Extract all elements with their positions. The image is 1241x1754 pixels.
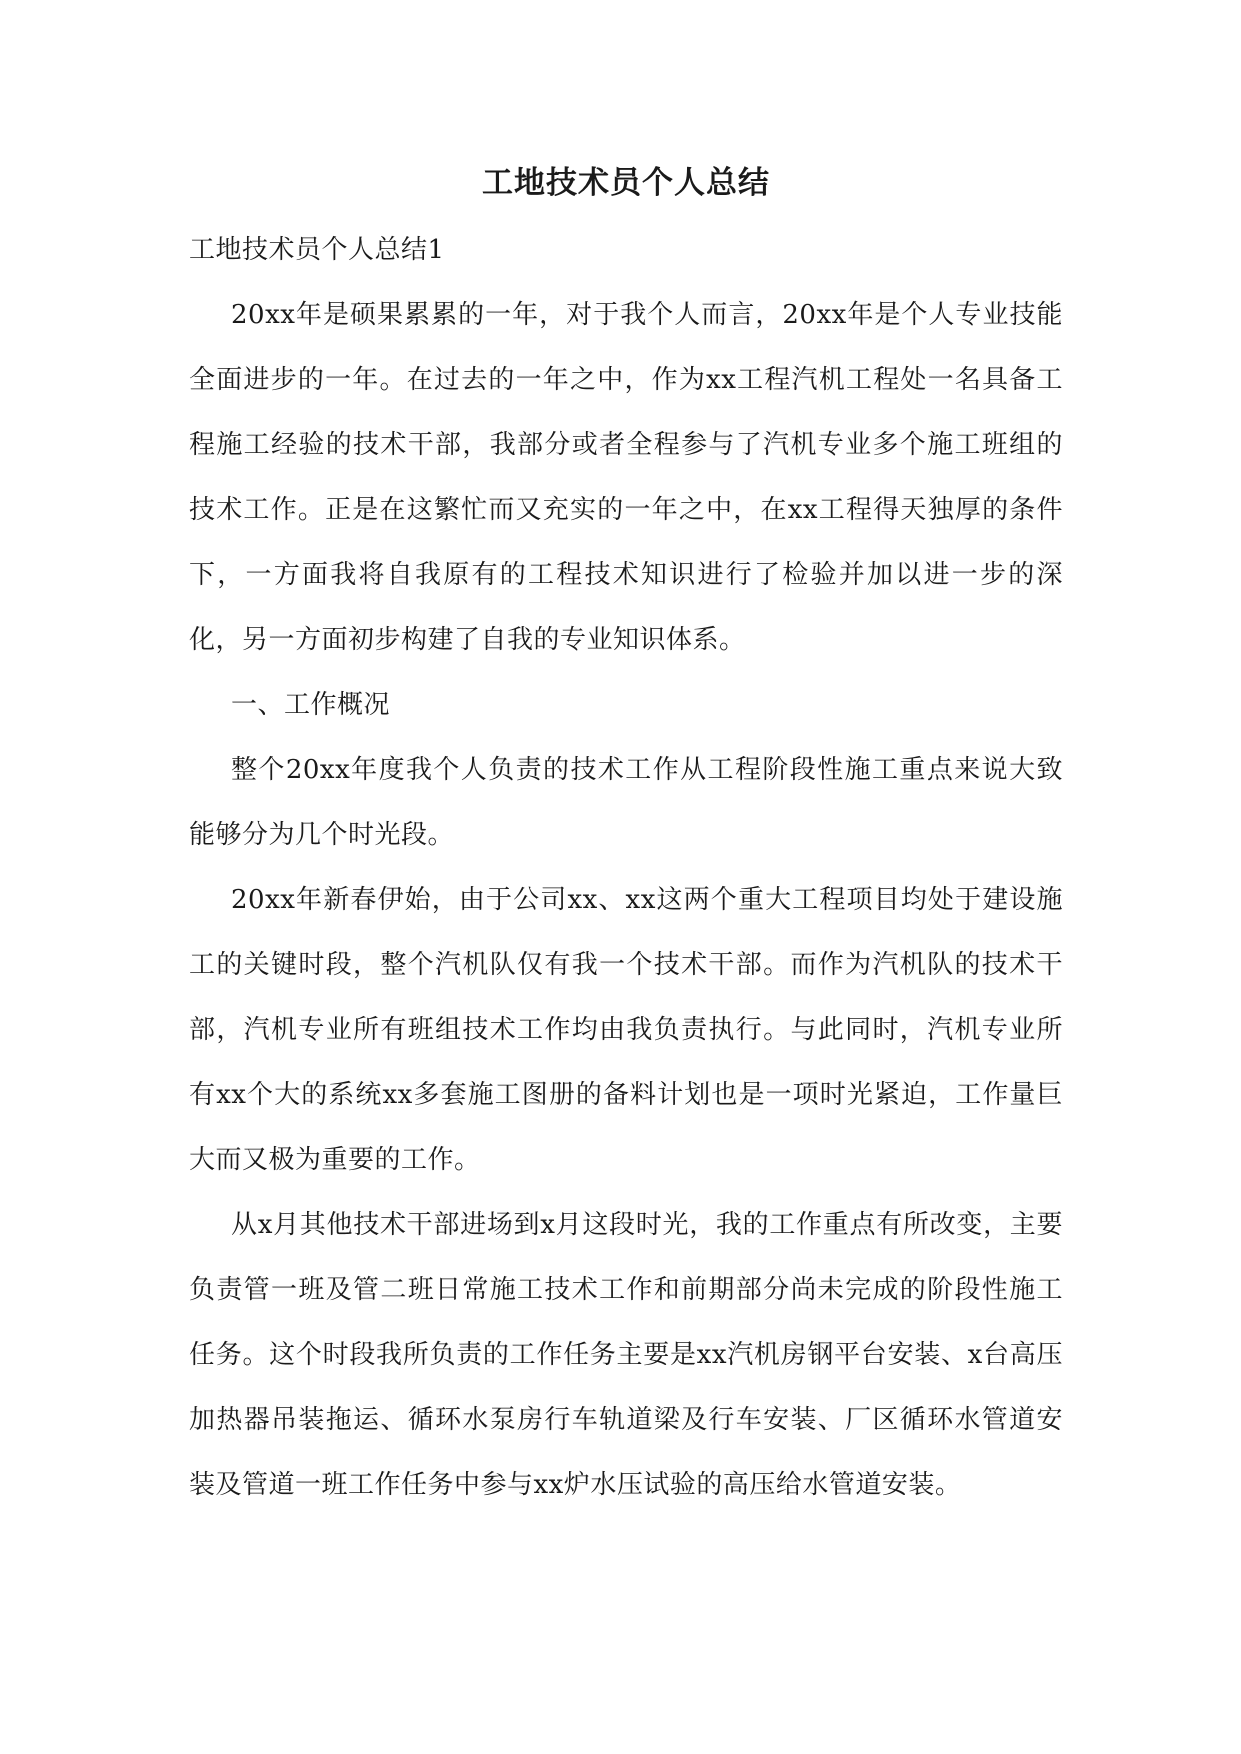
document-title: 工地技术员个人总结 bbox=[482, 165, 770, 201]
document-subtitle: 工地技术员个人总结1 bbox=[189, 235, 445, 265]
section-heading-work-overview: 一、工作概况 bbox=[231, 690, 391, 720]
paragraph-work-focus: 从x月其他技术干部进场到x月这段时光，我的工作重点有所改变，主要负责管一班及管二班日常施工技术工作和前期部分尚未完成的阶段性施工任务。这个时段我所负责的工作任务主要是xx汽机房钢平台安装、x台高压加热器吊装拖运、循环水泵房行车轨道梁及行车安装、厂区循环水管道安装及管道一班工作任务中参与xx炉水压试验的高压给水管道安装。 bbox=[189, 1210, 1063, 1500]
paragraph-new-year: 20xx年新春伊始，由于公司xx、xx这两个重大工程项目均处于建设施工的关键时段，整个汽机队仅有我一个技术干部。而作为汽机队的技术干部，汽机专业所有班组技术工作均由我负责执行。与此同时，汽机专业所有xx个大的系统xx多套施工图册的备料计划也是一项时光紧迫，工作量巨大而又极为重要的工作。 bbox=[189, 885, 1063, 1175]
paragraph-overview: 整个20xx年度我个人负责的技术工作从工程阶段性施工重点来说大致能够分为几个时光段。 bbox=[189, 755, 1063, 850]
paragraph-intro: 20xx年是硕果累累的一年，对于我个人而言，20xx年是个人专业技能全面进步的一年。在过去的一年之中，作为xx工程汽机工程处一名具备工程施工经验的技术干部，我部分或者全程参与了汽机专业多个施工班组的技术工作。正是在这繁忙而又充实的一年之中，在xx工程得天独厚的条件下，一方面我将自我原有的工程技术知识进行了检验并加以进一步的深化，另一方面初步构建了自我的专业知识体系。 bbox=[189, 300, 1063, 655]
document-body bbox=[189, 150, 1063, 1518]
